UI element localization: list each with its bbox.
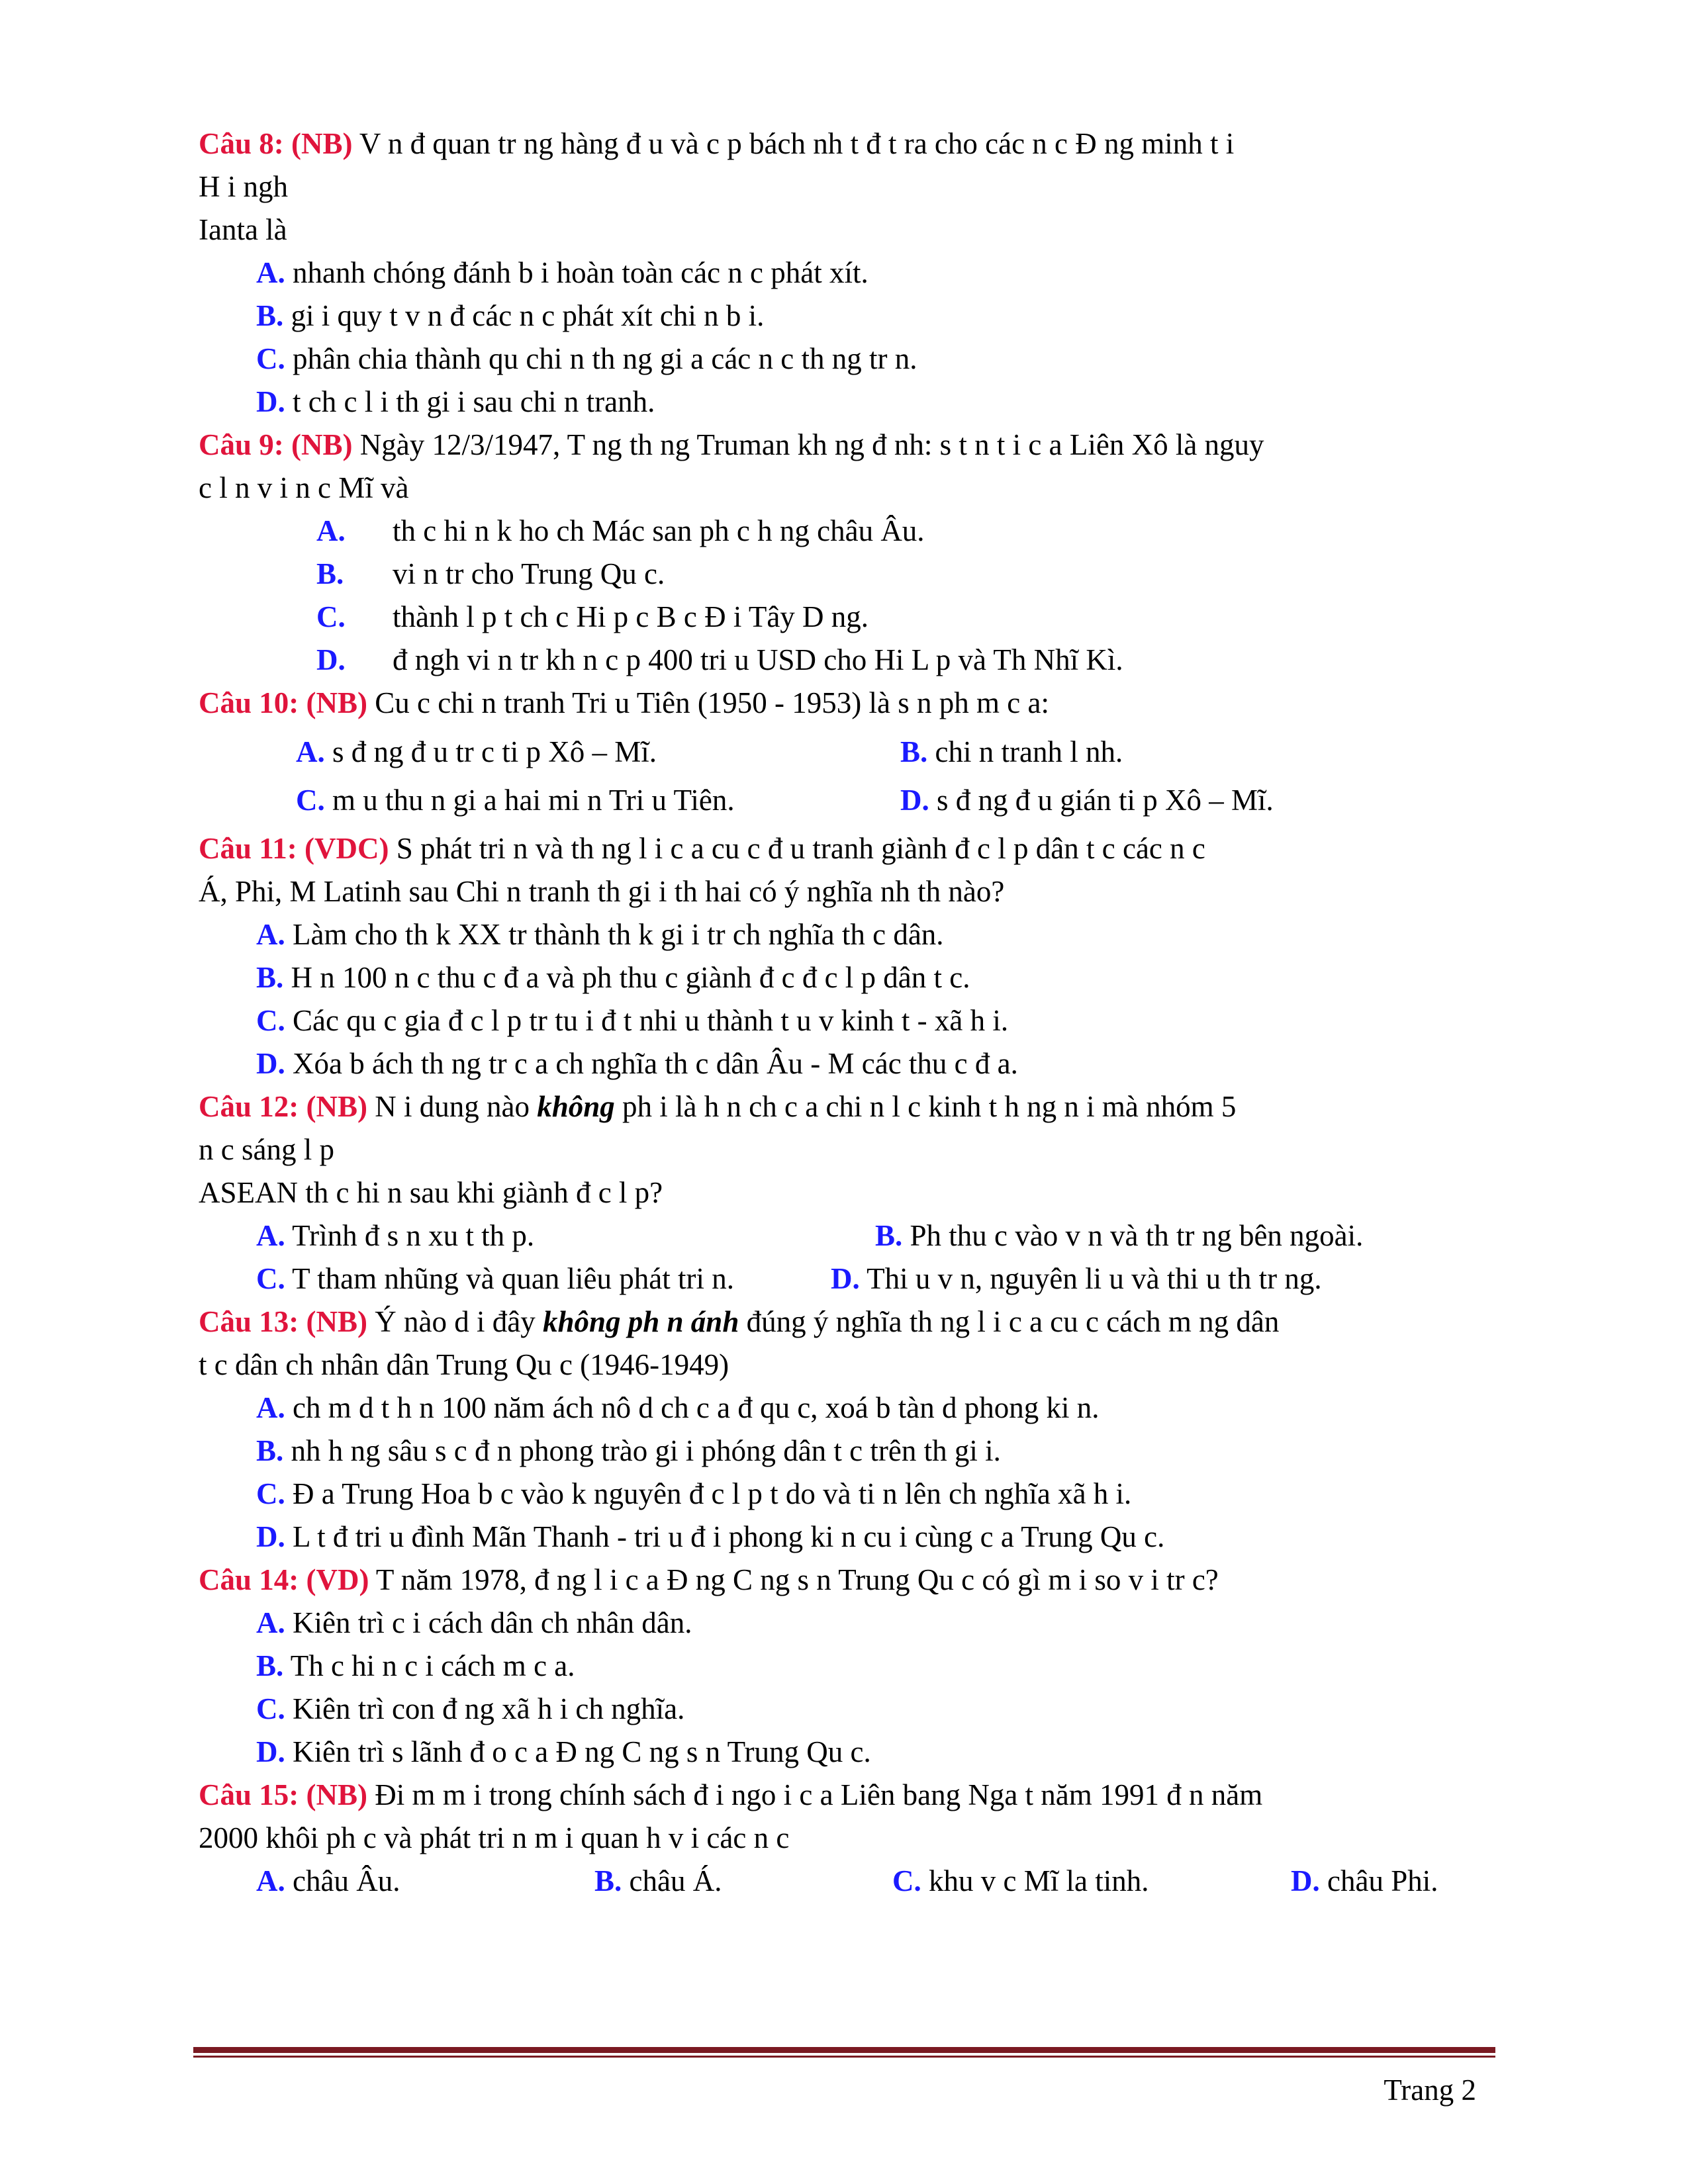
option-b [256, 1431, 1001, 1471]
option-text: nhanh chóng đánh b i hoàn toàn các n c phát xít. [285, 256, 868, 289]
option-label: C. [296, 784, 325, 817]
option-label: B. [594, 1864, 622, 1897]
option-c [256, 1689, 684, 1729]
option-d [256, 1732, 871, 1772]
option-d [256, 1044, 1018, 1083]
option-text: Đ a Trung Hoa b c vào k nguyên đ c l p t do và ti n lên ch nghĩa xã h i. [285, 1477, 1132, 1510]
option-text: đ ngh vi n tr kh n c p 400 tri u USD cho Hi L p và Th Nhĩ Kì. [393, 643, 1123, 676]
option-label: C. [256, 342, 285, 375]
question-continuation: H i ngh [199, 170, 288, 203]
page-number: Trang 2 [1383, 2073, 1476, 2107]
question-emphasis: không ph n ánh [542, 1305, 739, 1338]
question-text: Ý nào d i đây [367, 1305, 543, 1338]
option-label: D. [316, 643, 346, 676]
option-a [316, 511, 925, 551]
option-text: s đ ng đ u gián ti p Xô – Mĩ. [929, 784, 1274, 817]
option-c [892, 1861, 1149, 1901]
option-b [900, 732, 1123, 772]
question-13 [199, 1302, 1279, 1342]
option-label: B. [900, 735, 928, 768]
question-continuation: ASEAN th c hi n sau khi giành đ c l p? [199, 1176, 663, 1209]
option-text: Trình đ s n xu t th p. [285, 1219, 535, 1252]
option-c [256, 1001, 1008, 1040]
question-continuation: 2000 khôi ph c và phát tri n m i quan h v i các n c [199, 1821, 790, 1854]
question-14 [199, 1560, 1219, 1600]
question-heading: Câu 14: (VD) [199, 1563, 369, 1596]
option-text: gi i quy t v n đ các n c phát xít chi n b i. [283, 299, 765, 332]
option-label: A. [256, 918, 285, 951]
option-label: B. [256, 1434, 284, 1467]
question-8 [199, 124, 1234, 163]
footer-rule-thick [193, 2047, 1495, 2053]
option-d [316, 640, 1123, 680]
option-c [256, 339, 917, 379]
option-b [875, 1216, 1363, 1255]
option-text: Th c hi n c i cách m c a. [283, 1649, 575, 1682]
option-a [256, 253, 868, 293]
option-label: D. [1291, 1864, 1320, 1897]
option-text: thành l p t ch c Hi p c B c Đ i Tây D ng. [393, 600, 869, 633]
footer-rule-thin [193, 2056, 1495, 2058]
option-text: phân chia thành qu chi n th ng gi a các n c th ng tr n. [285, 342, 917, 375]
option-text: s đ ng đ u tr c ti p Xô – Mĩ. [324, 735, 657, 768]
question-heading: Câu 9: (NB) [199, 428, 353, 461]
question-continuation: t c dân ch nhân dân Trung Qu c (1946-1949) [199, 1348, 729, 1381]
option-label: D. [256, 1047, 285, 1080]
question-heading: Câu 8: (NB) [199, 127, 353, 160]
question-text: N i dung nào [367, 1090, 538, 1123]
question-11 [199, 829, 1205, 868]
question-continuation: c l n v i n c Mĩ và [199, 471, 409, 504]
question-heading: Câu 12: (NB) [199, 1090, 367, 1123]
option-a [256, 1861, 400, 1901]
option-text: ch m d t h n 100 năm ách nô d ch c a đ qu c, xoá b tàn d phong ki n. [285, 1391, 1100, 1424]
option-label: A. [296, 735, 325, 768]
option-text: châu Âu. [285, 1864, 400, 1897]
question-text: Ngày 12/3/1947, T ng th ng Truman kh ng đ nh: s t n t i c a Liên Xô là nguy [352, 428, 1264, 461]
option-label: B. [256, 1649, 284, 1682]
option-b [316, 554, 665, 594]
option-label: B. [875, 1219, 903, 1252]
question-15 [199, 1775, 1262, 1815]
option-c [256, 1259, 734, 1298]
option-label: A. [256, 1864, 285, 1897]
option-b [256, 296, 764, 336]
option-b [256, 958, 970, 997]
option-label: C. [256, 1262, 285, 1295]
option-d [831, 1259, 1322, 1298]
option-b [256, 1646, 575, 1686]
option-text: vi n tr cho Trung Qu c. [393, 557, 665, 590]
option-text: H n 100 n c thu c đ a và ph thu c giành đ c đ c l p dân t c. [283, 961, 970, 994]
option-text: L t đ tri u đình Mãn Thanh - tri u đ i phong ki n cu i cùng c a Trung Qu c. [285, 1520, 1165, 1553]
option-label: D. [256, 385, 285, 418]
option-a [296, 732, 657, 772]
option-label: C. [892, 1864, 921, 1897]
option-text: m u thu n gi a hai mi n Tri u Tiên. [324, 784, 735, 817]
option-d [256, 382, 655, 422]
question-continuation: Á, Phi, M Latinh sau Chi n tranh th gi i th hai có ý nghĩa nh th nào? [199, 875, 1005, 908]
option-text: Xóa b ách th ng tr c a ch nghĩa th c dân Âu - M các thu c đ a. [285, 1047, 1018, 1080]
option-text: t ch c l i th gi i sau chi n tranh. [285, 385, 655, 418]
option-label: C. [256, 1004, 285, 1037]
question-heading: Câu 10: (NB) [199, 686, 367, 719]
option-a [256, 915, 944, 954]
question-9 [199, 425, 1264, 465]
option-text: châu Á. [622, 1864, 722, 1897]
option-text: Thi u v n, nguyên li u và thi u th tr ng. [859, 1262, 1322, 1295]
option-label: C. [256, 1477, 285, 1510]
option-a [256, 1388, 1100, 1428]
option-label: C. [316, 600, 346, 633]
option-c [316, 597, 868, 637]
option-text: Kiên trì c i cách dân ch nhân dân. [285, 1606, 692, 1639]
option-label: A. [256, 256, 285, 289]
question-text: đúng ý nghĩa th ng l i c a cu c cách m ng dân [739, 1305, 1280, 1338]
option-label: A. [256, 1219, 285, 1252]
question-text: T năm 1978, đ ng l i c a Đ ng C ng s n Trung Qu c có gì m i so v i tr c? [369, 1563, 1219, 1596]
option-text: T tham nhũng và quan liêu phát tri n. [285, 1262, 734, 1295]
option-c [296, 780, 735, 820]
option-label: A. [256, 1391, 285, 1424]
question-12 [199, 1087, 1236, 1126]
option-a [256, 1603, 692, 1643]
option-label: C. [256, 1692, 285, 1725]
option-text: Các qu c gia đ c l p tr tu i đ t nhi u thành t u v kinh t - xã h i. [285, 1004, 1009, 1037]
option-text: chi n tranh l nh. [927, 735, 1123, 768]
option-label: D. [256, 1735, 285, 1768]
option-c [256, 1474, 1131, 1514]
option-label: A. [256, 1606, 285, 1639]
option-text: Kiên trì s lãnh đ o c a Đ ng C ng s n Trung Qu c. [285, 1735, 871, 1768]
option-label: D. [256, 1520, 285, 1553]
option-label: D. [831, 1262, 860, 1295]
question-continuation: n c sáng l p [199, 1133, 334, 1166]
option-d [1291, 1861, 1438, 1901]
option-a [256, 1216, 534, 1255]
option-text: Kiên trì con đ ng xã h i ch nghĩa. [285, 1692, 685, 1725]
option-text: châu Phi. [1319, 1864, 1438, 1897]
option-b [594, 1861, 722, 1901]
option-label: B. [256, 299, 284, 332]
question-heading: Câu 13: (NB) [199, 1305, 367, 1338]
option-d [900, 780, 1274, 820]
question-text: S phát tri n và th ng l i c a cu c đ u tranh giành đ c l p dân t c các n c [389, 832, 1205, 865]
option-text: nh h ng sâu s c đ n phong trào gi i phóng dân t c trên th gi i. [283, 1434, 1001, 1467]
question-text: V n đ quan tr ng hàng đ u và c p bách nh t đ t ra cho các n c Đ ng minh t i [352, 127, 1235, 160]
option-text: khu v c Mĩ la tinh. [921, 1864, 1149, 1897]
option-d [256, 1517, 1164, 1557]
option-label: B. [256, 961, 284, 994]
question-text: Đi m m i trong chính sách đ i ngo i c a Liên bang Nga t năm 1991 đ n năm [367, 1778, 1263, 1811]
question-continuation: Ianta là [199, 213, 287, 246]
option-text: Ph thu c vào v n và th tr ng bên ngoài. [902, 1219, 1364, 1252]
question-10 [199, 683, 1049, 723]
question-heading: Câu 15: (NB) [199, 1778, 367, 1811]
question-text: Cu c chi n tranh Tri u Tiên (1950 - 1953) là s n ph m c a: [367, 686, 1049, 719]
question-heading: Câu 11: (VDC) [199, 832, 389, 865]
option-text: th c hi n k ho ch Mác san ph c h ng châu Âu. [393, 514, 925, 547]
option-label: B. [316, 557, 344, 590]
option-label: A. [316, 514, 346, 547]
question-emphasis: không [537, 1090, 615, 1123]
option-label: D. [900, 784, 929, 817]
question-text: ph i là h n ch c a chi n l c kinh t h ng n i mà nhóm 5 [614, 1090, 1237, 1123]
option-text: Làm cho th k XX tr thành th k gi i tr ch nghĩa th c dân. [285, 918, 944, 951]
